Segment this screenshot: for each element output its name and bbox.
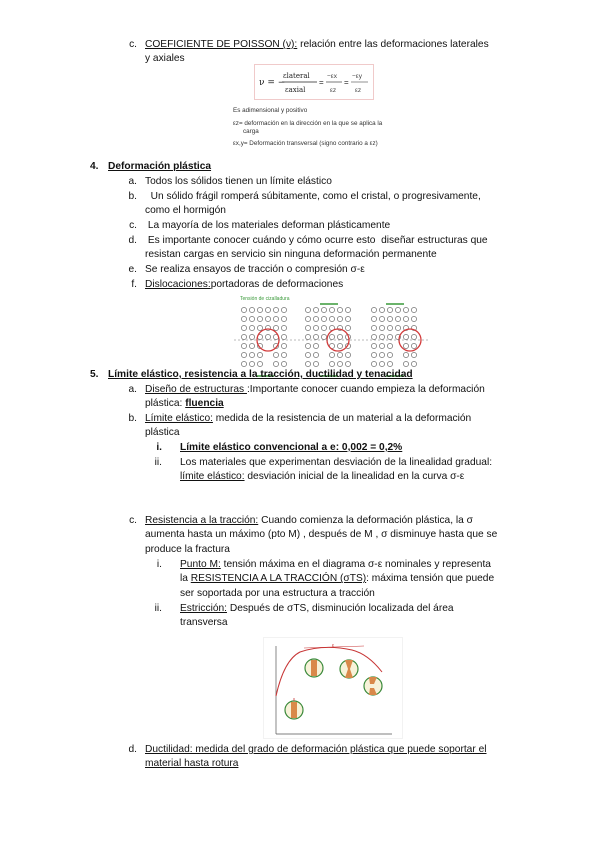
- formula-graphic: [255, 65, 373, 99]
- elastic-limit-label: Límite elástico:: [145, 413, 213, 424]
- point-m-text-3: ser soportada por una estructura a tracción: [180, 587, 375, 599]
- list-item: [145, 234, 565, 263]
- ductility-text: Ductilidad: medida del grado de deformación plástica que puede soportar el: [145, 744, 487, 755]
- gradual-text-2: desviación inicial de la linealidad en la curva σ-ε: [244, 471, 465, 483]
- list-item-text: Es importante conocer cuándo y cómo ocurre esto diseñar estructuras que: [145, 235, 488, 246]
- poisson-text-2: y axiales: [145, 53, 185, 65]
- list-marker: i.: [156, 442, 162, 453]
- formula-mid-num: −εx: [327, 73, 337, 80]
- design-label: Diseño de estructuras: [145, 384, 247, 395]
- note-dimensionless: Es adimensional y positivo: [233, 107, 308, 114]
- necking-label: Estricción:: [180, 603, 227, 614]
- section-number: 5.: [90, 369, 99, 380]
- figure-caption: Tensión de cizalladura: [240, 296, 290, 302]
- design-text: :Importante conocer cuando empieza la deformación: [246, 384, 485, 395]
- point-m-text: tensión máxima en el diagrama σ-ε nominales y representa: [220, 559, 491, 570]
- list-marker: f.: [131, 279, 137, 290]
- note-exy: εx,y= Deformación transversal (signo contrario a εz): [233, 139, 378, 147]
- point-m-text-2b: : máxima tensión que puede: [366, 573, 495, 585]
- tensile-text-3: produce la fractura: [145, 543, 230, 555]
- point-m-text-2a: la: [180, 573, 191, 585]
- ductility-text-2: material hasta rotura: [145, 758, 239, 770]
- item-tensile: [145, 514, 565, 557]
- section-number: 4.: [90, 161, 99, 172]
- fluencia-term: fluencia: [185, 398, 224, 410]
- conventional-limit: Límite elástico convencional a e: 0,002 = 0,2%: [180, 442, 403, 453]
- list-item-text: Un sólido frágil romperá súbitamente, como el cristal, o progresivamente,: [145, 191, 481, 202]
- formula-den: εaxial: [285, 86, 306, 94]
- list-item: [145, 263, 565, 277]
- list-marker: ii.: [154, 457, 162, 468]
- list-marker: c.: [129, 39, 137, 50]
- list-marker: d.: [128, 744, 137, 755]
- list-marker: c.: [129, 515, 137, 526]
- list-marker: c.: [129, 220, 137, 231]
- design-text-2: plástica:: [145, 398, 186, 410]
- item-elastic-limit: [145, 412, 565, 441]
- poisson-notes: [233, 107, 413, 148]
- note-ez-cont: carga: [243, 128, 259, 135]
- section-title: Deformación plástica: [108, 161, 212, 172]
- note-ez: εz= deformación en la dirección en la que se aplica la: [233, 119, 383, 127]
- dislocations-label: Dislocaciones:: [145, 279, 211, 290]
- list-item-text-2: resistan cargas en servicio sin ninguna deformación permanente: [145, 249, 437, 261]
- section-title: Límite elástico, resistencia a la tracción, ductilidad y tenacidad: [108, 369, 413, 380]
- item-design: [145, 383, 565, 412]
- list-item-text: Todos los sólidos tienen un límite elástico: [145, 176, 332, 187]
- list-marker: a.: [128, 384, 137, 395]
- point-m: [180, 558, 550, 601]
- list-item: [145, 219, 565, 233]
- tensile-text: Cuando comienza la deformación plástica, la σ: [258, 515, 473, 526]
- list-item-text-2: como el hormigón: [145, 205, 226, 217]
- tensile-strength-term: RESISTENCIA A LA TRACCIÓN (σTS): [190, 573, 367, 585]
- poisson-title: COEFICIENTE DE POISSON (ν):: [145, 39, 298, 50]
- list-marker: ii.: [154, 603, 162, 614]
- tensile-text-2: aumenta hasta un máximo (pto M) , después de M , σ disminuye hasta que se: [145, 529, 498, 541]
- list-marker: e.: [128, 264, 137, 275]
- formula-num: εlateral: [283, 72, 310, 80]
- svg-text:ε: ε: [332, 643, 335, 649]
- svg-text:=: =: [344, 78, 349, 87]
- svg-text:=: =: [319, 78, 324, 87]
- gradual-text: Los materiales que experimentan desviación de la linealidad gradual:: [180, 457, 493, 468]
- list-item-text: Se realiza ensayos de tracción o compresión σ-ε: [145, 264, 365, 275]
- necking: [180, 602, 550, 631]
- list-marker: i.: [156, 559, 162, 570]
- necking-graphic: [264, 638, 402, 738]
- poisson-text: relación entre las deformaciones laterales: [297, 39, 489, 50]
- gradual-label: límite elástico:: [180, 471, 245, 483]
- list-item-text: La mayoría de los materiales deforman plásticamente: [145, 220, 391, 231]
- poisson-formula: [254, 64, 374, 100]
- list-item-text: portadoras de deformaciones: [210, 279, 344, 290]
- list-item: [145, 190, 565, 219]
- list-item: [145, 175, 565, 189]
- necking-figure: [263, 637, 403, 739]
- formula-right-num: −εy: [352, 73, 362, 80]
- list-marker: d.: [128, 235, 137, 246]
- formula-lhs: ν = −: [259, 78, 286, 88]
- point-m-label: Punto M:: [180, 559, 221, 570]
- list-marker: a.: [128, 176, 137, 187]
- poisson-paragraph: [145, 38, 565, 67]
- list-marker: b.: [128, 191, 137, 202]
- formula-mid-den: εz: [330, 87, 337, 94]
- necking-text-2: transversa: [180, 617, 228, 629]
- elastic-limit-text-2: plástica: [145, 427, 180, 439]
- tensile-label: Resistencia a la tracción:: [145, 515, 259, 526]
- elastic-limit-text: medida de la resistencia de un material a la deformación: [212, 413, 472, 424]
- gradual-deviation: [180, 456, 550, 485]
- necking-text: Después de σTS, disminución localizada del área: [227, 603, 454, 614]
- item-ductility: [145, 743, 565, 772]
- list-item: [145, 278, 565, 292]
- list-marker: b.: [128, 413, 137, 424]
- formula-right-den: εz: [355, 87, 362, 94]
